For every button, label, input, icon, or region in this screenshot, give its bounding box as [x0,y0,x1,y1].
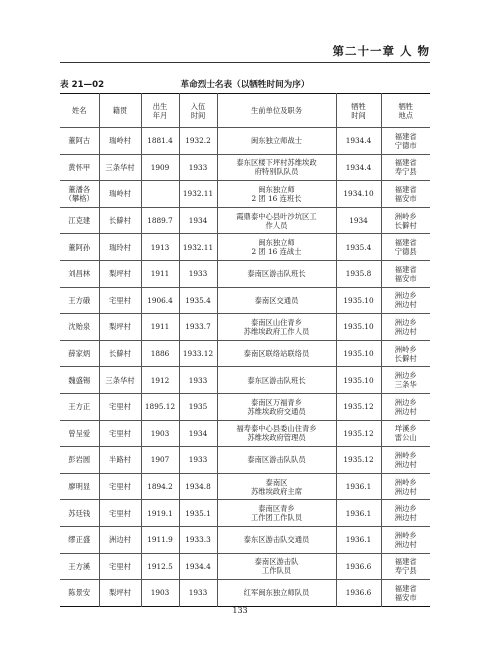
hometown-cell: 宅里村 [99,393,141,420]
enlist-date-cell: 1933 [179,260,217,287]
enlist-date-cell: 1933.3 [179,526,217,553]
enlist-date-cell: 1933 [179,154,217,181]
enlist-date-cell: 1933 [179,447,217,474]
death-date-cell: 1935.10 [336,287,381,314]
birth-date-cell: 1913 [141,234,179,261]
death-place-cell: 福建省 福安市 [381,181,430,208]
table-row [60,393,430,420]
name-cell: 江克建 [60,207,99,234]
hometown-cell: 三条华村 [99,367,141,394]
enlist-date-cell: 1933 [179,580,217,607]
unit-position-cell: 泰南区联络站联络员 [217,340,336,367]
birth-date-cell: 1906.4 [141,287,179,314]
death-place-cell: 福建省 福安市 [381,260,430,287]
name-cell: 魏盛锡 [60,367,99,394]
hometown-cell: 宅里村 [99,420,141,447]
death-place-cell: 洲边乡 洲边村 [381,287,430,314]
column-header: 出生 年月 [141,94,179,128]
column-header: 籍贯 [99,94,141,128]
birth-date-cell: 1907 [141,447,179,474]
table-row [60,181,430,208]
death-place-cell: 福建省 宁德市 [381,128,430,155]
name-cell: 彭岩圆 [60,447,99,474]
table-row [60,128,430,155]
hometown-cell: 宅里村 [99,287,141,314]
death-date-cell: 1936.6 [336,580,381,607]
hometown-cell: 半路村 [99,447,141,474]
hometown-cell: 梨坪村 [99,314,141,341]
name-cell: 王方正 [60,393,99,420]
birth-date-cell: 1894.2 [141,473,179,500]
death-place-cell: 洲岭乡 洲边村 [381,526,430,553]
name-cell: 王方硪 [60,287,99,314]
birth-date-cell: 1903 [141,420,179,447]
unit-position-cell: 泰南区青乡 工作团工作队员 [217,500,336,527]
death-date-cell: 1935.12 [336,447,381,474]
unit-position-cell: 红军闽东独立师队员 [217,580,336,607]
death-date-cell: 1935.10 [336,367,381,394]
unit-position-cell: 泰东区楼下坪村苏维埃政 府特别队队员 [217,154,336,181]
death-place-cell: 洲岭乡 洲边村 [381,447,430,474]
table-row [60,367,430,394]
death-place-cell: 洲边乡 三条华 [381,367,430,394]
enlist-date-cell: 1934 [179,207,217,234]
name-cell: 刘昌林 [60,260,99,287]
enlist-date-cell: 1934.8 [179,473,217,500]
hometown-cell: 梨坪村 [99,260,141,287]
name-cell: 董潘各 （攀格） [60,181,99,208]
enlist-date-cell: 1935 [179,393,217,420]
enlist-date-cell: 1933.12 [179,340,217,367]
death-place-cell: 福建省 寿宁县 [381,154,430,181]
birth-date-cell: 1912 [141,367,179,394]
death-date-cell: 1936.6 [336,553,381,580]
page-header [60,43,430,63]
death-place-cell: 福建省 宁德县 [381,234,430,261]
unit-position-cell: 闽东独立师战士 [217,128,336,155]
death-date-cell: 1935.10 [336,340,381,367]
hometown-cell: 瑞岭村 [99,128,141,155]
death-date-cell: 1936.1 [336,526,381,553]
unit-position-cell: 福寿泰中心县委山住青乡 苏维埃政府管理员 [217,420,336,447]
death-date-cell: 1935.12 [336,420,381,447]
enlist-date-cell: 1933.7 [179,314,217,341]
death-place-cell: 洲岭乡 洲边村 [381,473,430,500]
death-place-cell: 垟溪乡 雷公山 [381,420,430,447]
table-title: 革命烈士名表（以牺牲时间为序） [180,80,310,90]
table-row [60,580,430,607]
death-place-cell: 洲边乡 洲边村 [381,314,430,341]
chapter-title: 第二十一章 人 物 [332,44,430,58]
hometown-cell: 宅里村 [99,553,141,580]
table-row [60,207,430,234]
unit-position-cell: 泰东区游击队班长 [217,367,336,394]
unit-position-cell: 泰南区游击队队员 [217,447,336,474]
enlist-date-cell: 1932.2 [179,128,217,155]
table-row [60,234,430,261]
unit-position-cell: 泰南区山住青乡 苏维埃政府工作人员 [217,314,336,341]
name-cell: 苏廷钱 [60,500,99,527]
name-cell: 曾呈爱 [60,420,99,447]
death-date-cell: 1934.4 [336,128,381,155]
death-date-cell: 1935.8 [336,260,381,287]
hometown-cell: 三条华村 [99,154,141,181]
table-row [60,447,430,474]
name-cell: 沈贻泉 [60,314,99,341]
unit-position-cell: 闽东独立师 2 团 16 连战士 [217,234,336,261]
table-body [60,128,430,607]
enlist-date-cell: 1935.1 [179,500,217,527]
enlist-date-cell: 1934 [179,420,217,447]
birth-date-cell: 1889.7 [141,207,179,234]
unit-position-cell: 泰南区游击队班长 [217,260,336,287]
table-row [60,553,430,580]
death-place-cell: 洲边乡 洲边村 [381,393,430,420]
death-date-cell: 1935.10 [336,314,381,341]
name-cell: 陈景安 [60,580,99,607]
unit-position-cell: 泰南区万福青乡 苏维埃政府交通员 [217,393,336,420]
enlist-date-cell: 1933 [179,367,217,394]
death-place-cell: 洲边乡 洲边村 [381,500,430,527]
unit-position-cell: 泰南区交通员 [217,287,336,314]
name-cell: 缪正盛 [60,526,99,553]
column-header: 牺牲 地点 [381,94,430,128]
table-caption [60,78,430,92]
hometown-cell: 宅里村 [99,473,141,500]
unit-position-cell: 泰东区游击队交通员 [217,526,336,553]
page-number: 133 [232,606,248,615]
hometown-cell: 瑞玲村 [99,234,141,261]
name-cell: 王方溪 [60,553,99,580]
birth-date-cell: 1886 [141,340,179,367]
birth-date-cell: 1911 [141,314,179,341]
unit-position-cell: 霞鼎泰中心县叶沙坑区工 作人员 [217,207,336,234]
hometown-cell: 宅里村 [99,500,141,527]
table-header-row [60,94,430,128]
martyrs-table [60,93,430,607]
name-cell: 董阿古 [60,128,99,155]
table-number: 表 21—02 [60,80,105,90]
birth-date-cell: 1909 [141,154,179,181]
death-date-cell: 1935.4 [336,234,381,261]
hometown-cell: 瑞岭村 [99,181,141,208]
death-date-cell: 1934 [336,207,381,234]
birth-date-cell: 1919.1 [141,500,179,527]
name-cell: 黄怀甲 [60,154,99,181]
table-row [60,287,430,314]
table-row [60,314,430,341]
enlist-date-cell: 1934.4 [179,553,217,580]
name-cell: 董阿孙 [60,234,99,261]
table-row [60,340,430,367]
hometown-cell: 长僻村 [99,340,141,367]
table-row [60,500,430,527]
unit-position-cell: 泰南区 苏维埃政府主席 [217,473,336,500]
death-place-cell: 福建省 寿宁县 [381,553,430,580]
death-date-cell: 1934.4 [336,154,381,181]
enlist-date-cell: 1932.11 [179,181,217,208]
table-row [60,473,430,500]
table-row [60,420,430,447]
enlist-date-cell: 1935.4 [179,287,217,314]
birth-date-cell: 1911 [141,260,179,287]
death-date-cell: 1934.10 [336,181,381,208]
table-row [60,154,430,181]
death-place-cell: 福建省 福安市 [381,580,430,607]
hometown-cell: 洲边村 [99,526,141,553]
enlist-date-cell: 1932.11 [179,234,217,261]
unit-position-cell: 闽东独立师 2 团 16 连班长 [217,181,336,208]
column-header: 牺牲 时间 [336,94,381,128]
column-header: 姓名 [60,94,99,128]
death-place-cell: 洲岭乡 长僻村 [381,207,430,234]
hometown-cell: 梨坪村 [99,580,141,607]
death-date-cell: 1936.1 [336,500,381,527]
birth-date-cell: 1881.4 [141,128,179,155]
death-date-cell: 1935.12 [336,393,381,420]
column-header: 入伍 时间 [179,94,217,128]
column-header: 生前单位及职务 [217,94,336,128]
name-cell: 廖明显 [60,473,99,500]
birth-date-cell: 1895.12 [141,393,179,420]
unit-position-cell: 泰南区游击队 工作队员 [217,553,336,580]
name-cell: 薛家炳 [60,340,99,367]
birth-date-cell [141,181,179,208]
birth-date-cell: 1912.5 [141,553,179,580]
birth-date-cell: 1903 [141,580,179,607]
death-date-cell: 1936.1 [336,473,381,500]
hometown-cell: 长僻村 [99,207,141,234]
birth-date-cell: 1911.9 [141,526,179,553]
table-row [60,260,430,287]
table-row [60,526,430,553]
death-place-cell: 洲岭乡 长僻村 [381,340,430,367]
